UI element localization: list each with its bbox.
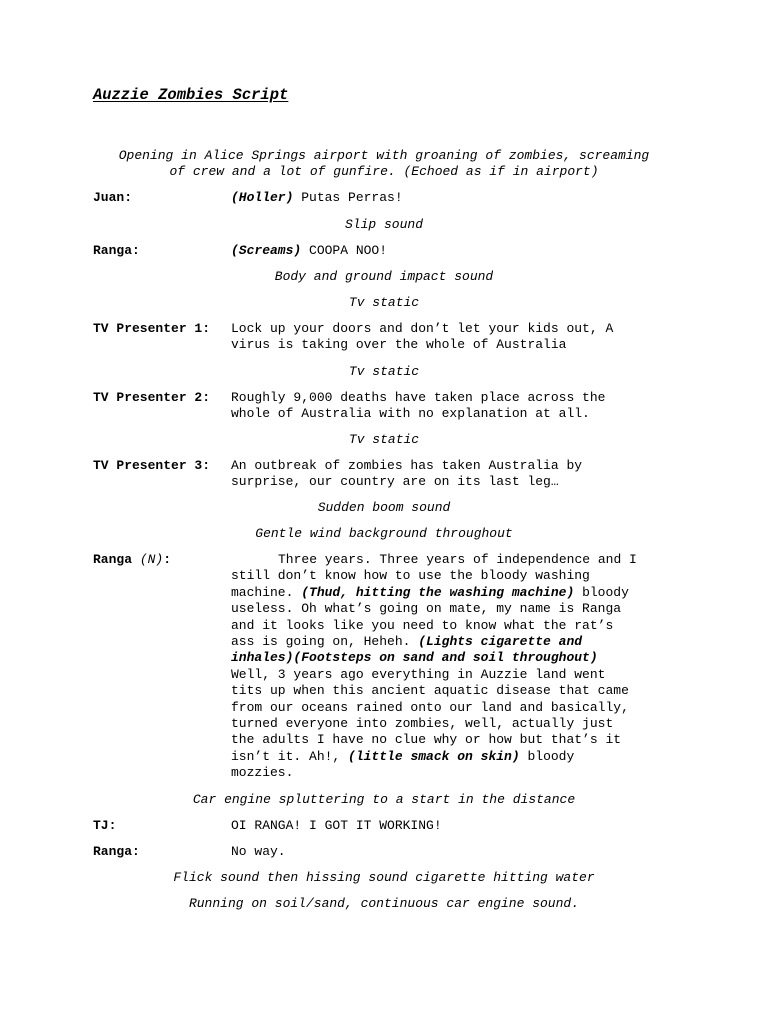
sound-tv-static-1: Tv static (348, 295, 420, 310)
narration-line (231, 585, 681, 601)
dialogue-tv-presenter-3 (231, 458, 681, 491)
speaker-name: Ranga (93, 552, 133, 567)
narration-line: the adults I have no clue why or how but that’s it (231, 732, 622, 748)
speaker-tv-presenter-2: TV Presenter 2: (93, 390, 211, 405)
speaker-tj: TJ: (93, 818, 117, 833)
narration-line: from our oceans rained onto our land and basically, (231, 699, 629, 715)
narration-line: and it looks like you need to know what the rat’s (231, 617, 614, 633)
narration-line (231, 749, 681, 765)
speaker-tv-presenter-3: TV Presenter 3: (93, 458, 211, 473)
narration-text: ass is going on, Heheh. (231, 634, 419, 650)
direction-smack: (little smack on skin) (348, 748, 520, 764)
dialogue-ranga-1-text: COOPA NOO! (301, 243, 388, 258)
opening-direction (60, 148, 708, 181)
narration-line: still don’t know how to use the bloody washing (231, 568, 590, 584)
narration-text: isn’t it. Ah!, (231, 748, 349, 764)
dialogue-line: virus is taking over the whole of Australia (231, 337, 567, 353)
dialogue-tv-presenter-2 (231, 390, 681, 423)
dialogue-tj: OI RANGA! I GOT IT WORKING! (231, 818, 442, 833)
speaker-ranga-narration (93, 552, 171, 568)
narration-line (231, 634, 681, 650)
speaker-colon: : (163, 552, 172, 567)
direction-lights-cigarette: (Lights cigarette and (418, 634, 583, 650)
dialogue-tv-presenter-1 (231, 321, 681, 354)
sound-impact: Body and ground impact sound (274, 269, 494, 284)
narration-marker: (N) (139, 552, 164, 567)
narration-text: machine. (231, 584, 302, 600)
sound-tv-static-3: Tv static (348, 432, 420, 447)
sound-running: Running on soil/sand, continuous car engine sound. (188, 896, 580, 911)
speaker-tv-presenter-1: TV Presenter 1: (93, 321, 211, 336)
dialogue-juan (231, 190, 681, 206)
narration-text: bloody (519, 748, 575, 764)
narration-line (231, 552, 681, 568)
dialogue-line: whole of Australia with no explanation at all. (231, 406, 590, 422)
narration-line: tits up when this ancient aquatic disease that came (231, 683, 629, 699)
narration-text: bloody (574, 584, 629, 600)
sound-tv-static-2: Tv static (348, 364, 420, 379)
sound-boom: Sudden boom sound (317, 500, 451, 515)
narration-line: Well, 3 years ago everything in Auzzie land went (231, 666, 606, 682)
dialogue-ranga-2: No way. (231, 844, 286, 859)
script-title: Auzzie Zombies Script (93, 86, 289, 104)
opening-line-1: Opening in Alice Springs airport with groaning of zombies, screaming (118, 148, 650, 163)
dialogue-juan-text: Putas Perras! (293, 190, 403, 205)
narration-line: mozzies. (231, 765, 294, 781)
opening-line-2: of crew and a lot of gunfire. (Echoed as if in airport) (169, 164, 599, 180)
sound-slip: Slip sound (344, 217, 423, 232)
dialogue-line: Lock up your doors and don’t let your kids out, A (231, 321, 614, 336)
sound-engine: Car engine spluttering to a start in the distance (192, 792, 576, 807)
narration-text: Three years. Three years of independence and I (278, 552, 637, 567)
direction-thud: (Thud, hitting the washing machine) (301, 584, 575, 600)
narration-line: useless. Oh what’s going on mate, my name is Ranga (231, 601, 622, 617)
speaker-ranga-1: Ranga: (93, 243, 140, 258)
sound-flick: Flick sound then hissing sound cigarette hitting water (173, 870, 595, 885)
dialogue-line: Roughly 9,000 deaths have taken place across the (231, 390, 606, 405)
narration-line: turned everyone into zombies, well, actually just (231, 716, 614, 732)
sound-wind: Gentle wind background throughout (255, 526, 513, 541)
dialogue-line: surprise, our country are on its last leg… (231, 474, 559, 490)
narration-line: inhales)(Footsteps on sand and soil throughout) (231, 650, 598, 666)
direction-holler: (Holler) (231, 190, 294, 205)
dialogue-line: An outbreak of zombies has taken Australia by (231, 458, 583, 473)
direction-screams: (Screams) (231, 243, 302, 258)
dialogue-ranga-1 (231, 243, 681, 259)
speaker-juan: Juan: (93, 190, 133, 205)
speaker-ranga-2: Ranga: (93, 844, 140, 859)
narration-ranga (231, 552, 681, 782)
